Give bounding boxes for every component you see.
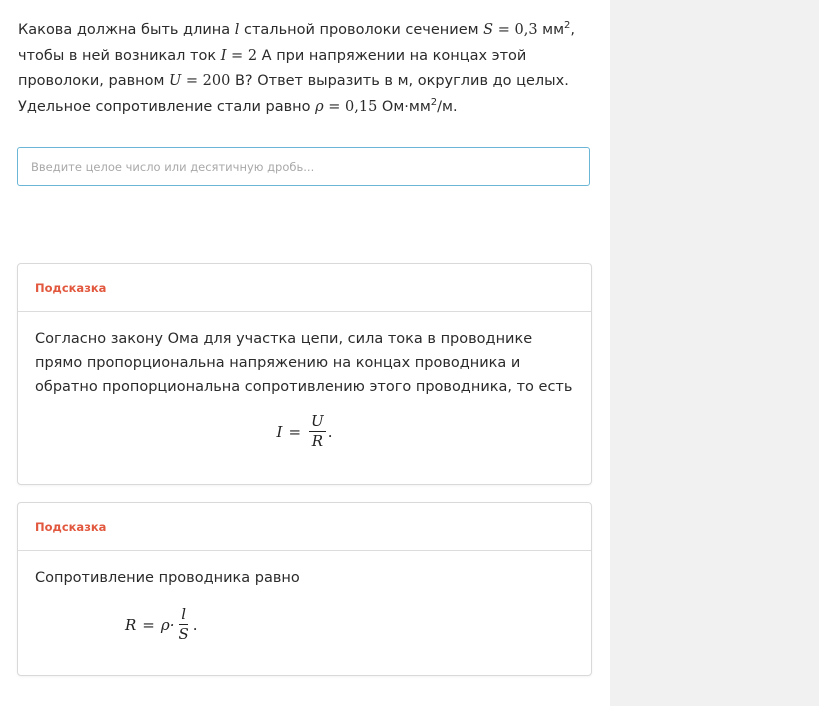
resistance-formula [35,606,574,643]
equals-sign: = [226,47,248,64]
task-text: ? Ответ выразить в м, округлив до целых. [244,73,569,89]
var-S: S [483,22,494,38]
hint-body [18,551,591,643]
equals-sign: = [493,22,515,38]
task-text: проволоки, равном [18,73,170,89]
formula-lhs: R [125,615,137,634]
hint-card [17,502,592,676]
value-I: 2 [247,47,258,64]
formula-lhs: I [276,422,283,441]
value-rho: 0,15 [345,98,378,115]
equals-sign: = [181,73,203,89]
task-text: при напряжении на концах этой [271,47,527,64]
formula-equals: = [288,422,302,441]
task-text: , [570,22,576,38]
task-text: чтобы в ней возникал ток [18,47,221,64]
hint-text: Согласно закону Ома для участка цепи, сила тока в проводнике прямо пропорциональна напряжению на концах проводника и обратно пропорциональна сопротивлению этого проводника, то есть [35,331,573,395]
formula-end: . [192,615,198,634]
fraction-numerator: l [181,605,187,623]
ohm-law-formula [35,413,574,450]
task-text: Какова должна быть длина [18,22,235,38]
unit-U: В [230,73,245,89]
formula-equals: = [142,615,155,634]
fraction-denominator: S [178,625,189,643]
fraction-denominator: R [311,432,323,450]
hint-title[interactable]: Подсказка [18,264,591,312]
formula-factor: ρ· [160,615,175,634]
value-S: 0,3 [514,22,538,38]
var-U: U [169,73,182,89]
var-I: I [220,47,227,64]
answer-input[interactable] [17,147,590,186]
exponent: 2 [564,20,571,31]
unit-rho: Ом·мм [377,98,431,115]
equals-sign: = [323,98,346,115]
hint-title[interactable]: Подсказка [18,503,591,551]
hint-body [18,312,591,450]
var-l: l [234,22,240,38]
hint-card [17,263,592,485]
task-text: стальной проволоки сечением [239,22,484,38]
formula-fraction [176,606,190,643]
unit-S: мм [537,22,565,38]
value-U: 200 [202,73,231,89]
var-rho: ρ [315,98,324,115]
task-statement [18,18,578,120]
unit-rho-tail: /м. [437,98,458,115]
unit-I: А [257,47,272,64]
formula-end: . [327,422,333,441]
hint-text: Сопротивление проводника равно [35,570,300,586]
exponent: 2 [430,96,438,108]
fraction-numerator: U [311,412,324,430]
formula-fraction [309,413,326,450]
task-text: Удельное сопротивление стали равно [18,98,316,115]
